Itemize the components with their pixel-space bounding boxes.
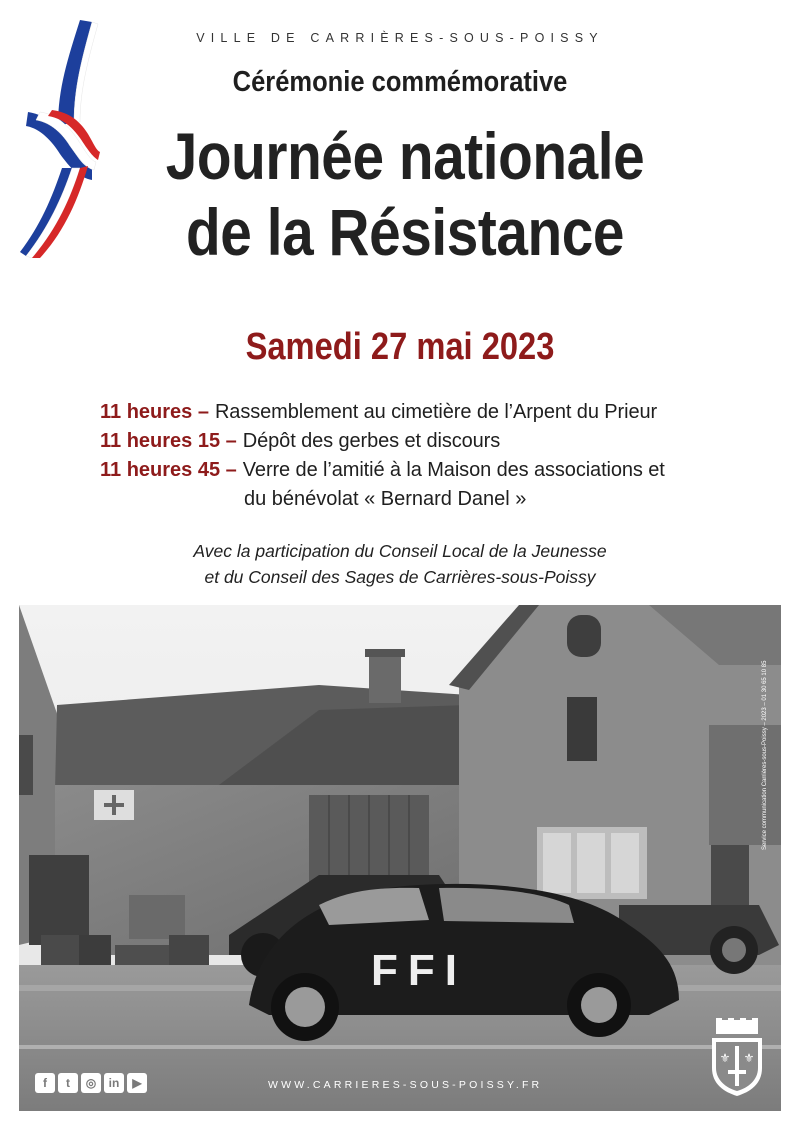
- photo-credit: [762, 650, 774, 850]
- svg-text:⚜: ⚜: [743, 1051, 755, 1065]
- main-title: [57, 118, 754, 270]
- youtube-icon[interactable]: ▶: [127, 1073, 147, 1093]
- village-photo: [19, 605, 781, 1111]
- svg-text:⚜: ⚜: [719, 1051, 731, 1065]
- schedule: [100, 398, 740, 514]
- twitter-icon[interactable]: t: [58, 1073, 78, 1093]
- schedule-item: [100, 456, 740, 485]
- ceremony-subtitle: Cérémonie commémorative: [232, 66, 568, 98]
- schedule-text: Dépôt des gerbes et discours: [242, 430, 501, 452]
- participation-note: [0, 538, 800, 590]
- schedule-item: [100, 398, 740, 427]
- instagram-icon[interactable]: ◎: [81, 1073, 101, 1093]
- social-links: [35, 1073, 147, 1093]
- schedule-time: 11 heures 45 –: [100, 459, 237, 481]
- linkedin-icon[interactable]: in: [104, 1073, 124, 1093]
- city-name: VILLE DE CARRIÈRES-SOUS-POISSY: [196, 31, 604, 45]
- title-line-1: Journée nationale: [165, 119, 645, 193]
- schedule-item: [100, 427, 740, 456]
- participation-line-1: Avec la participation du Conseil Local de la Jeunesse: [193, 541, 607, 561]
- photo-credit-text: Service communication Carrières-sous-Poissy – 2023 – 01 30 65 10 85: [762, 660, 768, 850]
- schedule-time: 11 heures –: [100, 401, 209, 423]
- schedule-text-continued: du bénévolat « Bernard Danel »: [244, 488, 527, 510]
- city-crest-icon: [708, 1018, 766, 1098]
- car-marking: FFI: [371, 946, 467, 995]
- facebook-icon[interactable]: f: [35, 1073, 55, 1093]
- participation-line-2: et du Conseil des Sages de Carrières-sous-Poissy: [204, 567, 596, 587]
- schedule-text: Verre de l’amitié à la Maison des associations et: [242, 459, 665, 481]
- title-line-2: de la Résistance: [186, 195, 624, 269]
- schedule-text: Rassemblement au cimetière de l’Arpent du Prieur: [214, 401, 658, 423]
- website-link[interactable]: WWW.CARRIERES-SOUS-POISSY.FR: [268, 1079, 543, 1091]
- event-date: Samedi 27 mai 2023: [245, 326, 555, 368]
- schedule-time: 11 heures 15 –: [100, 430, 237, 452]
